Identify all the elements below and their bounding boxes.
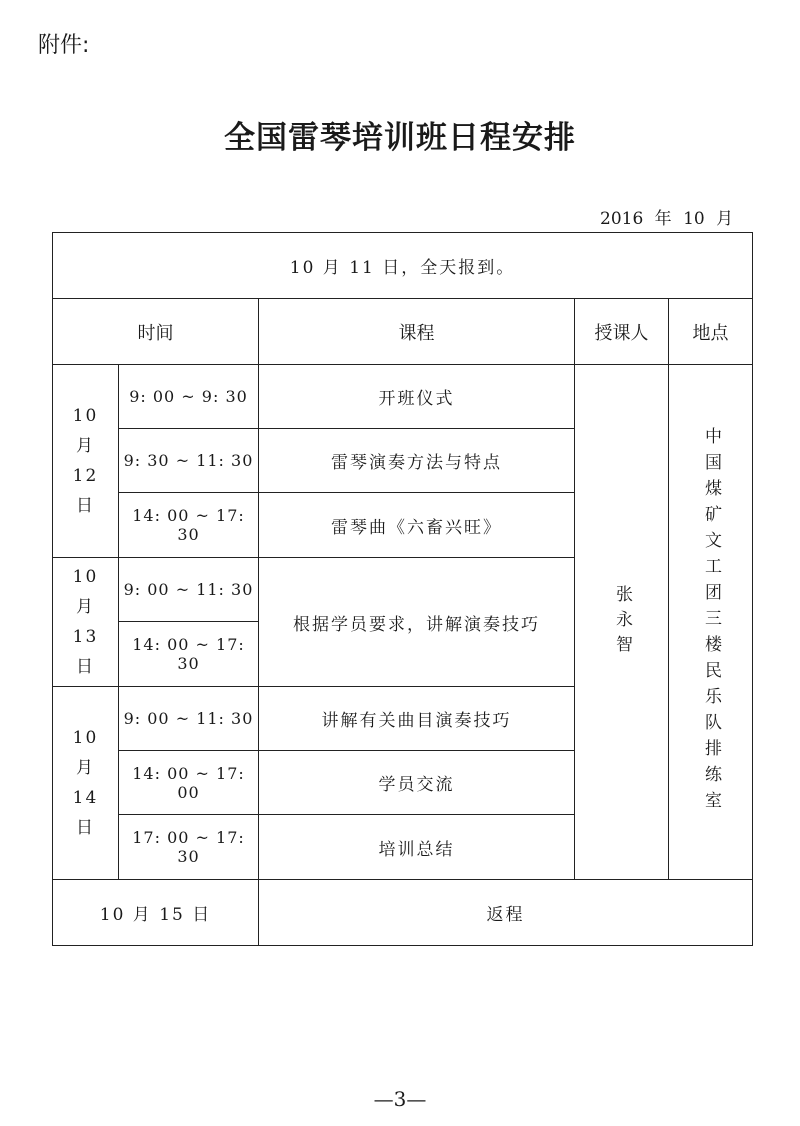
return-course: 返程	[259, 880, 753, 946]
teacher-cell	[575, 365, 669, 880]
session-time: 9: 00 ~ 11: 30	[119, 558, 259, 622]
header-course: 课程	[259, 299, 575, 365]
session-course: 开班仪式	[259, 365, 575, 429]
table-row	[53, 365, 753, 429]
day-cell-13: 10 月 13 日	[53, 558, 119, 687]
location-cell	[669, 365, 753, 880]
header-time: 时间	[53, 299, 259, 365]
schedule-table	[52, 232, 753, 946]
document-date: 2016 年 10 月	[600, 209, 734, 229]
session-course: 雷琴演奏方法与特点	[259, 429, 575, 493]
location-name: 中国煤矿文工团三楼民乐队排练室	[701, 427, 721, 817]
session-course: 培训总结	[259, 815, 575, 880]
session-time: 9: 00 ~ 9: 30	[119, 365, 259, 429]
session-time: 9: 30 ~ 11: 30	[119, 429, 259, 493]
session-time: 17: 00 ~ 17: 30	[119, 815, 259, 880]
page-number: —3—	[373, 1087, 427, 1111]
day-cell-14: 10 月 14 日	[53, 687, 119, 880]
return-date: 10 月 15 日	[53, 880, 259, 946]
attachment-label: 附件:	[38, 33, 90, 58]
registration-cell: 10 月 11 日，全天报到。	[53, 233, 753, 299]
return-row	[53, 880, 753, 946]
day-cell-12: 10 月 12 日	[53, 365, 119, 558]
session-time: 14: 00 ~ 17: 30	[119, 622, 259, 687]
session-time: 9: 00 ~ 11: 30	[119, 687, 259, 751]
header-location: 地点	[669, 299, 753, 365]
teacher-name: 张永智	[612, 584, 632, 660]
header-row	[53, 299, 753, 365]
session-course: 学员交流	[259, 751, 575, 815]
registration-row	[53, 233, 753, 299]
session-course: 雷琴曲《六畜兴旺》	[259, 493, 575, 558]
session-time: 14: 00 ~ 17: 30	[119, 493, 259, 558]
session-time: 14: 00 ~ 17: 00	[119, 751, 259, 815]
page-title: 全国雷琴培训班日程安排	[224, 120, 576, 156]
header-teacher: 授课人	[575, 299, 669, 365]
session-course: 根据学员要求，讲解演奏技巧	[259, 558, 575, 687]
session-course: 讲解有关曲目演奏技巧	[259, 687, 575, 751]
